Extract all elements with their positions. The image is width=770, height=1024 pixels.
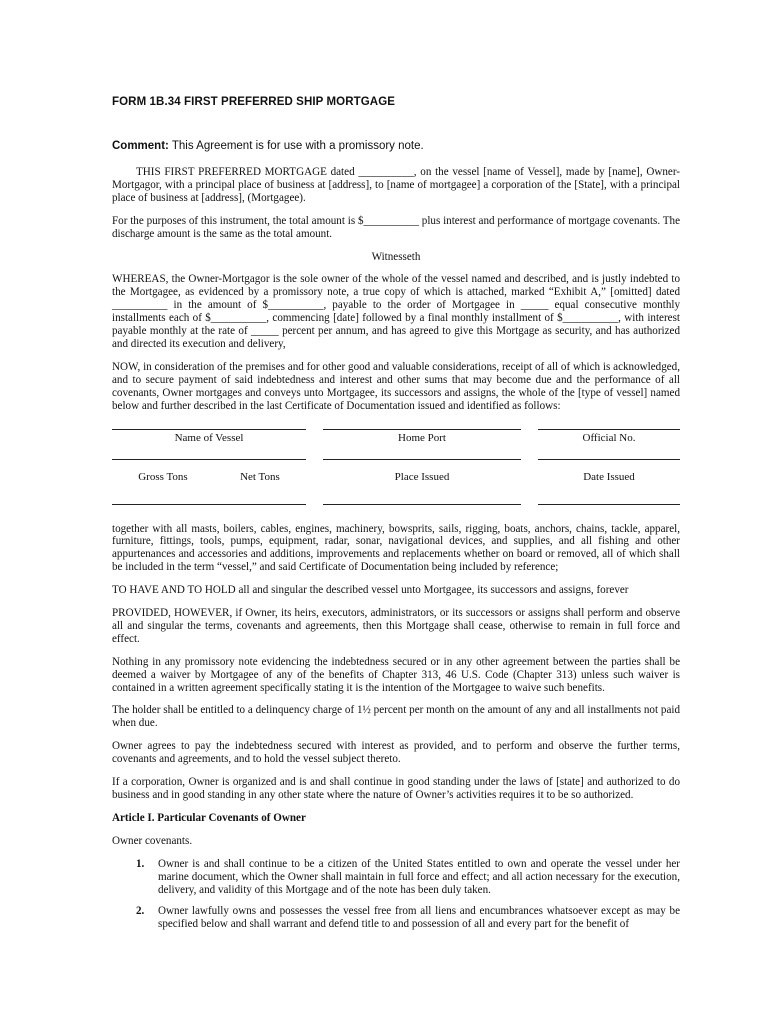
blank-line-2	[323, 504, 521, 505]
list-item	[136, 857, 680, 897]
place-issued-field	[323, 459, 521, 484]
paragraph-corporation: If a corporation, Owner is organized and is and shall continue in good standing under the laws of [state] and authorized to do business and in good standing in any other state where the nature of Owner’s activities requires it to be so authorized.	[112, 776, 680, 801]
place-issued-line	[323, 459, 521, 460]
paragraph-agreement: Owner agrees to pay the indebtedness secured with interest as provided, and to perform and observe the further terms, covenants and agreements, and to hold the vessel subject thereto.	[112, 740, 680, 766]
paragraph-habendum: TO HAVE AND TO HOLD all and singular the described vessel unto Mortgagee, its successors and assigns, forever	[112, 584, 629, 597]
name-of-vessel-line	[112, 429, 306, 430]
form-title: FORM 1B.34 FIRST PREFERRED SHIP MORTGAGE	[112, 96, 396, 108]
covenant-number: 2.	[136, 905, 145, 918]
paragraph-waiver: Nothing in any promissory note evidencing the indebtedness secured or in any other agreement between the parties shall be deemed a waiver by Mortgagee of any of the benefits of Chapter 313, 46 U.S. Code (Chapter 313) unless such waiver is contained in a written agreement specifically stating it is the intention of the Mortgagee to waive such benefits.	[112, 655, 680, 694]
list-item	[136, 905, 680, 931]
home-port-line	[323, 429, 521, 430]
home-port-label: Home Port	[398, 431, 446, 444]
paragraph-intro: THIS FIRST PREFERRED MORTGAGE dated __________, on the vessel [name of Vessel], made by [name], Owner-Mortgagor, with a principal place of business at [address], to [name of mortgagee] a corporation of the [State], with a principal place of business at [address], (Mortgagee).	[112, 166, 680, 204]
witnesseth-heading: Witnesseth	[371, 250, 421, 263]
paragraph-whereas: WHEREAS, the Owner-Mortgagor is the sole owner of the whole of the vessel named and described, and is justly indebted to the Mortgagee, as evidenced by a promissory note, a true copy of which is attached, marked “Exhibit A,” [omitted] dated __________ in the amount of $__________, payable to the order of Mortgagee in _____ equal consecutive monthly installments each of $__________, commencing [date] followed by a final monthly installment of $__________, with interest payable monthly at the rate of _____ percent per annum, and has agreed to give this Mortgage as security, and has authorized and directed its execution and delivery,	[112, 273, 680, 350]
gross-tons-label: Gross Tons	[138, 470, 188, 483]
blank-line-1	[112, 504, 306, 505]
official-no-line	[538, 429, 680, 430]
covenants-list	[112, 858, 680, 932]
official-no-field	[538, 429, 680, 445]
net-tons-label: Net Tons	[240, 470, 280, 483]
covenant-number: 1.	[136, 857, 145, 870]
date-issued-field	[538, 459, 680, 484]
paragraph-now: NOW, in consideration of the premises and for other good and valuable considerations, receipt of all of which is acknowledged, and to secure payment of said indebtedness and interest and other sums that may become due and the performance of all covenants, Owner mortgages and conveys unto Mortgagee, its successors and assigns, the whole of the [type of vessel] named below and further described in the last Certificate of Documentation issued and identified as follows:	[112, 360, 680, 412]
place-issued-label: Place Issued	[394, 470, 450, 483]
document-body	[112, 166, 680, 940]
tons-field	[112, 459, 306, 484]
comment-label: Comment:	[112, 140, 169, 152]
covenant-text: Owner is and shall continue to be a citizen of the United States entitled to own and operate the vessel under her marine document, which the Owner shall maintain in full force and effect; and all action necessary for the execution, delivery, and validity of this Mortgage and of the note has been duly taken.	[158, 857, 680, 896]
tons-line	[112, 459, 306, 460]
covenant-text: Owner lawfully owns and possesses the vessel free from all liens and encumbrances whatsoever except as may be specified below and shall warrant and defend title to and possession of all and every part for the benefit of	[158, 905, 680, 931]
official-no-label: Official No.	[582, 431, 636, 444]
name-of-vessel-label: Name of Vessel	[174, 431, 244, 444]
paragraph-together: together with all masts, boilers, cables, engines, machinery, bowsprits, sails, rigging, boats, anchors, chains, tackle, apparel, furniture, fittings, tools, pumps, equipment, radar, sonar, navigational devices, and supplies, and all fishing and other appurtenances and accessories and additions, improvements and replacements whether on board or removed, all of which shall be included in the term “vessel,” and said Certificate of Documentation being included by reference;	[112, 522, 680, 574]
home-port-field	[323, 429, 521, 445]
blank-line-3	[538, 504, 680, 505]
date-issued-label: Date Issued	[583, 470, 635, 483]
owner-covenants-label: Owner covenants.	[112, 834, 193, 847]
comment-text: This Agreement is for use with a promissory note.	[168, 140, 424, 152]
paragraph-delinquency: The holder shall be entitled to a delinquency charge of 1½ percent per month on the amount of any and all installments not paid when due.	[112, 704, 680, 730]
date-issued-line	[538, 459, 680, 460]
comment-line	[112, 140, 424, 152]
article-heading: Article I. Particular Covenants of Owner	[112, 811, 306, 824]
vessel-details-table	[112, 421, 680, 513]
name-of-vessel-field	[112, 429, 306, 445]
paragraph-provided: PROVIDED, HOWEVER, if Owner, its heirs, executors, administrators, or its successors or assigns shall perform and observe all and singular the terms, covenants and agreements, then this Mortgage shall cease, otherwise to remain in full force and effect.	[112, 607, 680, 645]
paragraph-amount: For the purposes of this instrument, the total amount is $__________ plus interest and performance of mortgage covenants. The discharge amount is the same as the total amount.	[112, 214, 680, 240]
